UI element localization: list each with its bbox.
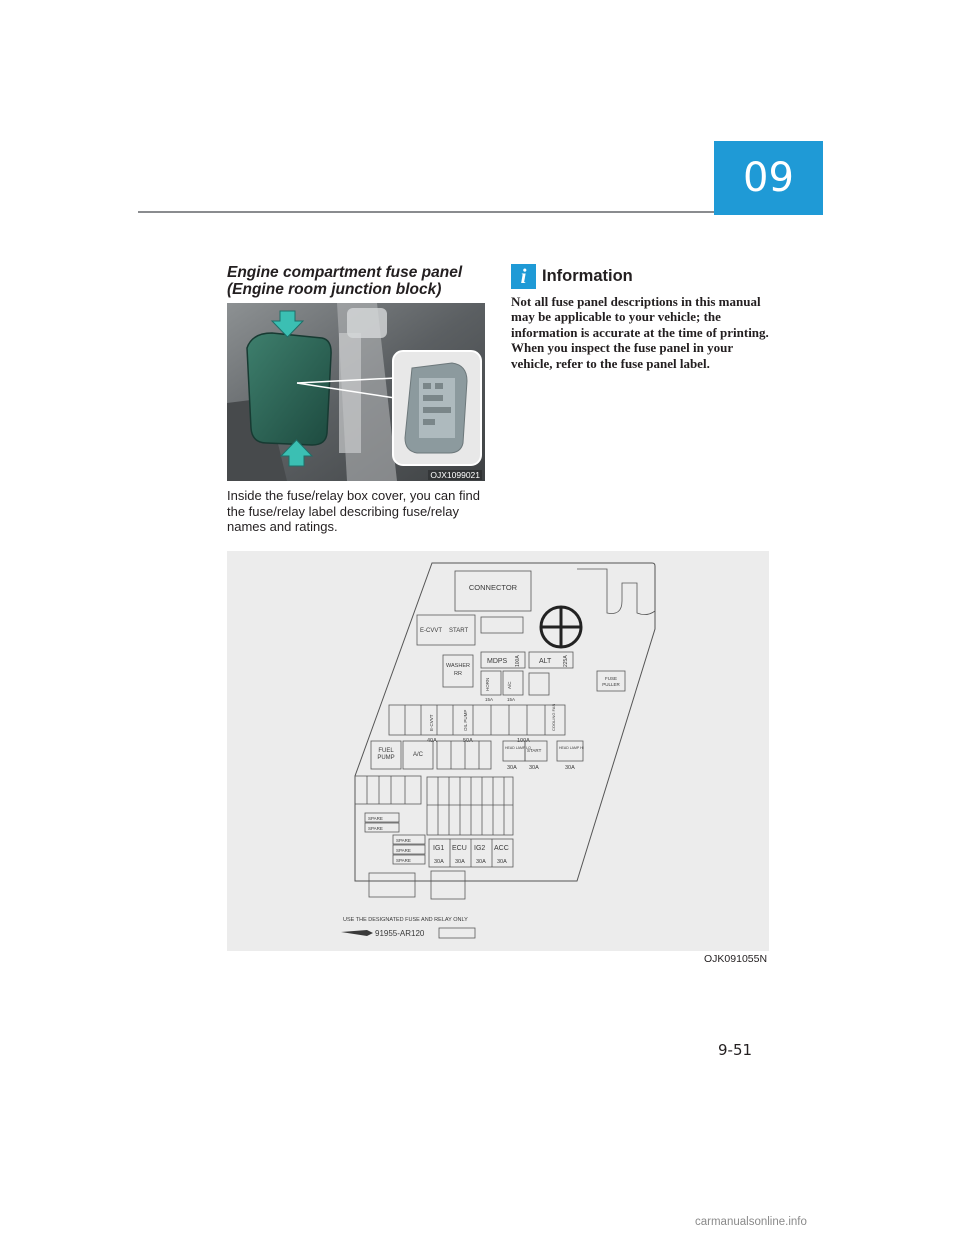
part-number: 91955-AR120 xyxy=(375,929,425,938)
ecu-rating: 30A xyxy=(455,859,465,865)
engine-bay-photo xyxy=(227,303,485,481)
headlamp-lo-label: HEAD LAMP LO xyxy=(505,746,531,750)
rating-100a: 100A xyxy=(517,738,530,744)
section-title-line2: (Engine room junction block) xyxy=(227,281,442,298)
alt-label: ALT xyxy=(539,658,552,665)
oil-pump-label: OIL PUMP xyxy=(463,709,468,731)
page-number: 9-51 xyxy=(718,1041,753,1059)
ac-small-label: A/C xyxy=(507,681,512,689)
info-title: Information xyxy=(542,267,633,285)
info-text: Not all fuse panel descriptions in this manual may be applicable to your vehicle; the information is accurate at the time of printing. When you inspect the fuse panel in your vehicle, refer to the fuse panel label. xyxy=(511,294,769,371)
section-title-line1: Engine compartment fuse panel xyxy=(227,264,463,281)
cooling-fan-label: COOLING FAN xyxy=(551,703,556,731)
fuse-panel-diagram xyxy=(227,551,769,951)
ecvvt-mid-label: E-CVVT xyxy=(429,714,434,731)
fuse-horn xyxy=(481,671,501,695)
start-top-label: START xyxy=(449,628,469,634)
mdps-label: MDPS xyxy=(487,658,508,665)
genesis-logo-icon xyxy=(341,930,373,936)
rating-50a: 50A xyxy=(463,738,473,744)
spare-label-2: SPARE xyxy=(368,826,383,831)
acc-label: ACC xyxy=(494,845,509,852)
fuse-group-mid xyxy=(437,741,491,769)
relay-headlamp-lo xyxy=(503,741,525,761)
label-box xyxy=(439,928,475,938)
ig1-label: IG1 xyxy=(433,845,445,852)
fuse-blank-small xyxy=(529,673,549,695)
rating-40a: 40A xyxy=(427,738,437,744)
bottom-block-left xyxy=(369,873,415,897)
ecvvt-top-label: E-CVVT xyxy=(420,628,443,634)
info-header xyxy=(511,264,633,289)
connector-label: CONNECTOR xyxy=(468,583,518,592)
rating-15a-1: 15A xyxy=(485,697,494,702)
fuse-puller-label-1: FUSE xyxy=(604,676,618,681)
mini-fuse-grid xyxy=(427,777,513,835)
fuel-pump-label-2: PUMP xyxy=(377,755,395,761)
body-text: Inside the fuse/relay box cover, you can find the fuse/relay label describing fuse/relay names and ratings. xyxy=(227,488,480,534)
fuel-pump-label-1: FUEL xyxy=(378,748,394,754)
rating-15a-2: 15A xyxy=(507,697,516,702)
bottom-block-right xyxy=(431,871,465,899)
ac-relay-label: A/C xyxy=(412,752,424,758)
fuse-ac-small xyxy=(503,671,523,695)
rating-30a-3: 30A xyxy=(565,765,575,771)
watermark: carmanualsonline.info xyxy=(695,1216,807,1228)
ig1-rating: 30A xyxy=(434,859,444,865)
chapter-tab: 09 xyxy=(714,141,823,215)
rating-30a-2: 30A xyxy=(529,765,539,771)
mdps-rating: 100A xyxy=(515,655,521,667)
horn-label: HORN xyxy=(485,677,490,691)
fuse-puller-label-2: PULLER xyxy=(602,682,620,687)
use-only-label: USE THE DESIGNATED FUSE AND RELAY ONLY xyxy=(343,917,468,923)
relay-headlamp-hi xyxy=(557,741,583,761)
spare-label-1: SPARE xyxy=(368,816,383,821)
photo-code: OJX1099021 xyxy=(430,470,480,480)
relay-blank-top xyxy=(481,617,523,633)
spare-label-4: SPARE xyxy=(396,848,411,853)
fuse-puller xyxy=(597,671,625,691)
fuse-row-large xyxy=(389,705,565,735)
spare-label-5: SPARE xyxy=(396,858,411,863)
spare-label-3: SPARE xyxy=(396,838,411,843)
ig2-rating: 30A xyxy=(476,859,486,865)
info-icon: i xyxy=(511,264,536,289)
headlamp-hi-label: HEAD LAMP HI xyxy=(559,746,584,750)
alt-rating: 225A xyxy=(563,655,569,667)
ecu-label: ECU xyxy=(452,845,467,852)
washer-label-1: WASHER xyxy=(446,663,470,669)
section-title xyxy=(227,264,492,298)
rating-30a-1: 30A xyxy=(507,765,517,771)
fuse-group-left xyxy=(355,776,421,804)
washer-label-2: RR xyxy=(454,671,462,677)
ground-bolt-icon xyxy=(541,607,581,647)
diagram-code: OJK091055N xyxy=(704,953,768,965)
start-mid-label: START xyxy=(527,748,542,753)
ig2-label: IG2 xyxy=(474,845,486,852)
acc-rating: 30A xyxy=(497,859,507,865)
panel-right-tabs xyxy=(577,569,655,615)
header-rule xyxy=(138,211,714,213)
